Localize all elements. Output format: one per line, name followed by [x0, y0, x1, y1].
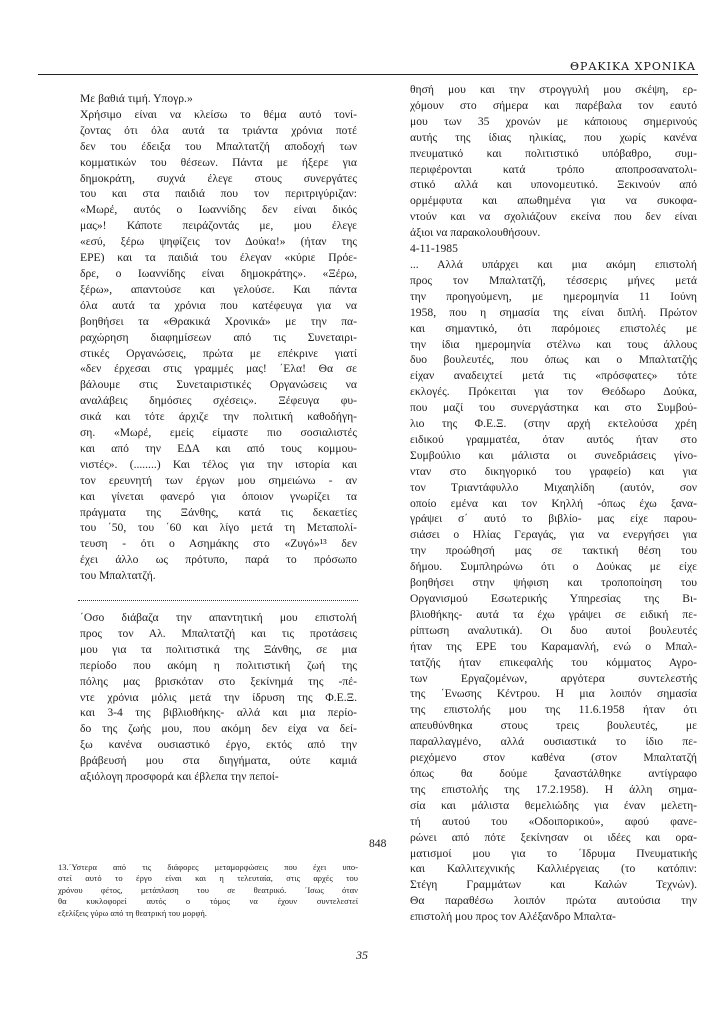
text-line: και γίνεται φανερό για όποιον γνωρίζει τα	[80, 489, 357, 503]
footnote	[58, 862, 358, 919]
text-line: άξιοι να παρακολουθήσουν.	[410, 226, 541, 240]
text-line: δο της ζωής μου, που ακόμη δεν είχα να δεί-	[80, 722, 357, 736]
text-line: μου των 35 χρονών με κάποιους σημερινούς	[410, 114, 697, 128]
text-line: μας»! Κάποτε πειράζοντάς με, μου έλεγε	[80, 219, 357, 233]
text-line: ντούν και να σχολιάζουν εκείνα που δεν είναι	[410, 210, 697, 224]
text-line: πράγματα της Ξάνθης, κατά τις δεκαετίες	[80, 505, 357, 519]
text-line: την προώθησή μας σε τακτική θέση του	[410, 544, 697, 558]
text-line: 1958, που η σημασία της είναι διπλή. Πρώτον	[410, 305, 697, 319]
text-line: βοηθήσει τα «Θρακικά Χρονικά» με την πα-	[80, 314, 357, 328]
text-line: του ΄50, του ΄60 και λίγο μετά τη Μεταπολί-	[80, 521, 357, 535]
text-line: προς τον Μπαλτατζή, τέσσερις μήνες μετά	[410, 273, 697, 287]
text-line: ση. «Μωρέ, εμείς είμαστε πιο σοσιαλιστές	[80, 426, 357, 440]
text-line: και 3-4 της βιβλιοθήκης- αλλά και μια περίο-	[80, 706, 357, 720]
text-line: δήμου. Συμπληρώνω ότι ο Δούκας με είχε	[410, 560, 697, 574]
text-line: ρώνει από πότε ξεκίνησαν οι ιδέες και ορα-	[410, 830, 697, 844]
left-column-text-continued	[80, 610, 357, 785]
text-line: ήταν της ΕΡΕ του Καραμανλή, ενώ ο Μπαλ-	[410, 639, 697, 653]
text-line: είχαν αναδειχτεί μετά τις «πρόσφατες» τότε	[410, 369, 697, 383]
text-line: σικά και τότε άρχιζε την πολιτική καθοδήγη-	[80, 410, 357, 424]
text-line: ΕΡΕ) και τα παιδιά του έλεγαν «κύριε Πρόε-	[80, 251, 357, 265]
text-line: σιάσει ο Ηλίας Γεραγάς, για να ενεργήσει για	[410, 528, 697, 542]
text-line: 13.΄Υστερα από τις διάφορες μεταμορφώσεις που έχει υπο-	[58, 862, 358, 872]
text-line: αυτής της ίδιας ηλικίας, που χωρίς κανένα	[410, 130, 697, 144]
text-line: παραλλαγμένο, αλλά ουσιαστικά το ίδιο πε-	[410, 735, 697, 749]
text-line: ζοντας ότι όλα αυτά τα τριάντα χρόνια ποτέ	[80, 123, 357, 137]
text-line: έχει άλλο ως πρότυπο, παρά το πρόσωπο	[80, 553, 357, 567]
text-line: που μαζί του συνεργάστηκα και στο Συμβού-	[410, 401, 697, 415]
text-line: χόμουν στο σήμερα και παρέβαλα τον εαυτό	[410, 98, 697, 112]
text-line: περίοδο που ακόμη η πολιτιστική ζωή της	[80, 658, 357, 672]
text-line: νταν στο δικηγορικό του γραφείο) και για	[410, 464, 697, 478]
section-separator-dots	[78, 600, 358, 601]
text-line: ξέρω», απαντούσε και γελούσε. Και πάντα	[80, 282, 357, 296]
text-line: ... Αλλά υπάρχει και μια ακόμη επιστολή	[410, 257, 697, 271]
text-line: ξω κανένα ουσιαστικό έργο, εκτός από την	[80, 738, 357, 752]
text-line: μου για τα πολιτιστικά της Ξάνθης, σε μια	[80, 642, 357, 656]
text-line: βλιοθήκης- αυτά τα έχω γράψει σε ειδική πε-	[410, 607, 697, 621]
text-line: εξελίξεις γύρω από τη θεατρική του μορφή.	[58, 907, 207, 918]
text-line: και σημαντικό, ότι παρόμοιες επιστολές με	[410, 321, 697, 335]
text-line: και Καλλιτεχνικής Καλλιέργειας (το κατόπιν:	[410, 862, 697, 876]
text-line: δυο βουλευτές, που όπως και ο Μπαλτατζής	[410, 353, 697, 367]
text-line: τή αυτού του «Οδοιπορικού», αφού φανε-	[410, 814, 697, 828]
right-column-text	[410, 82, 697, 925]
text-line: Θα παραθέσω λοιπόν πρώτα αυτούσια την	[410, 894, 697, 908]
text-line: του Μπαλτατζή.	[80, 569, 156, 583]
text-line: όπως θα δούμε ξαναστάλθηκε αντίγραφο	[410, 766, 697, 780]
text-line: της επιστολής μου της 11.6.1958 ήταν ότι	[410, 703, 697, 717]
text-line: και από την ΕΔΑ και από τους κομμου-	[80, 441, 357, 455]
text-line: ραχώρηση διαφημίσεων από τις Συνεταιρι-	[80, 330, 357, 344]
text-line: Οργανισμού Εσωτερικής Υπηρεσίας της Βι-	[410, 592, 697, 605]
text-line: ντε χρόνια μόλις μετά την ίδρυση της Φ.Ε.Ξ.	[80, 690, 357, 704]
text-line: της ΄Ενωσης Κέντρου. Η μια λοιπόν σημασία	[410, 687, 697, 701]
left-column-text	[80, 91, 357, 584]
text-line: τευση - ότι ο Ασημάκης στο «Ζυγό»¹³ δεν	[80, 537, 357, 551]
page-number: 35	[356, 948, 368, 962]
text-line: θησή μου και την στρογγυλή μου σκέψη, ερ-	[410, 83, 697, 96]
text-line: ρίπτωση αναλυτικά). Οι δυο αυτοί βουλευτές	[410, 623, 697, 637]
text-line: πόλης μας βρισκόταν στο ξεκίνημά της -πέ-	[80, 674, 357, 688]
text-line: τον Τριαντάφυλλο Μιχαηλίδη (αυτόν, σον	[410, 480, 697, 494]
text-line: ματισμοί μου για το ΄Ιδρυμα Πνευματικής	[410, 846, 697, 860]
text-line: αναλάβεις δημόσιες σχέσεις». Ξέφευγα φυ-	[80, 394, 357, 408]
text-line: ορμέμφυτα και απωθημένα για να συκοφα-	[410, 194, 697, 208]
margin-line-number: 848	[369, 837, 387, 850]
text-line: Συμβούλιο και μάλιστα οι συνεδριάσεις γίνο-	[410, 448, 697, 462]
text-line: περιφέρονται κατά τρόπο αποπροσανατολι-	[410, 162, 697, 176]
text-line: βάλουμε στις Συνεταιριστικές Οργανώσεις να	[80, 378, 357, 392]
text-line: ριεχόμενο στον καθένα (στον Μπαλτατζή	[410, 751, 697, 765]
text-line: της επιστολής της 17.2.1958). Η άλλη σημα-	[410, 782, 697, 796]
text-line: Στέγη Γραμμάτων και Καλών Τεχνών).	[410, 878, 697, 892]
text-line: «εσύ, ξέρω ψηφίζεις τον Δούκα!» (ήταν της	[80, 235, 357, 249]
text-line: σία και μάλιστα θεμελιώδης για έναν μελετη-	[410, 798, 697, 812]
text-line: χρόνου φέτος, μετάπλαση του σε θεατρικό. ΄Ισως όταν	[58, 884, 358, 895]
text-line: όλα αυτά τα χρόνια που κατέφευγα για να	[80, 298, 357, 312]
text-line: ειδικού γραμματέα, όταν αυτός ήταν στο	[410, 432, 697, 446]
text-line: «δεν έρχεσαι στις γραμμές μας! ΄Ελα! Θα σε	[80, 362, 357, 376]
text-line: στεί αυτό το έργο είναι και η τελευταία, στις αρχές του	[58, 873, 358, 884]
text-line: εκλογές. Πρόκειται για τον Θεόδωρο Δούκα,	[410, 385, 697, 399]
text-line: πνευματικό και πολιτιστικό υπόβαθρο, συμ-	[410, 146, 697, 160]
text-line: την ίδια ημερομηνία στέλνω και τους άλλους	[410, 337, 697, 351]
text-line: «Μωρέ, αυτός ο Ιωαννίδης δεν είναι δικός	[80, 203, 357, 217]
text-line: νιστές». (........) Και τέλος για την ιστορία και	[80, 457, 357, 471]
text-line: τον ερευνητή των έργων μου σημειώνω - αν	[80, 473, 357, 487]
text-line: δεν του έδειξα του Μπαλτατζή αποδοχή των	[80, 139, 357, 153]
header-rule	[38, 74, 698, 75]
text-line: 4-11-1985	[410, 242, 458, 256]
text-line: κομματικών του θέσεων. Πάντα με ήξερε για	[80, 155, 357, 169]
text-line: στικές Οργανώσεις, πρώτα με επέκρινε γιατί	[80, 346, 357, 360]
text-line: θα κυκλοφορεί αυτός ο τόμος να έχουν συντελεστεί	[58, 896, 358, 907]
text-line: προς τον Αλ. Μπαλτατζή και τις προτάσεις	[80, 626, 357, 640]
text-line: οποίο εμένα και τον Κηλλή -όπως έχω ξανα-	[410, 496, 697, 510]
text-line: στικό αλλά και υπονομευτικό. Ξεκινούν από	[410, 178, 697, 192]
running-header: ΘΡΑΚΙΚΑ ΧΡΟΝΙΚΑ	[570, 60, 696, 73]
text-line: Με βαθιά τιμή. Υπογρ.»	[80, 92, 193, 105]
text-line: τατζής ήταν επικεφαλής του κόμματος Αγρο-	[410, 655, 697, 669]
text-line: ΄Οσο διάβαζα την απαντητική μου επιστολή	[80, 611, 357, 624]
text-line: δημοκράτη, συχνά έλεγε στους συνεργάτες	[80, 171, 357, 185]
text-line: του και στα παιδιά που τον περιτριγύριζαν:	[80, 187, 357, 201]
text-line: Χρήσιμο είναι να κλείσω το θέμα αυτό τονί-	[80, 107, 357, 121]
text-line: βοηθήσει στην ψήφιση και τροποποίηση του	[410, 576, 697, 590]
text-line: δρε, ο Ιωαννίδης είναι δημοκράτης». «Ξέρω,	[80, 266, 357, 280]
text-line: βράβευσή μου στα διηγήματα, ούτε καμιά	[80, 754, 357, 768]
text-line: την προηγούμενη, με ημερομηνία 11 Ιούνη	[410, 289, 697, 303]
text-line: λιο της Φ.Ε.Ξ. (στην αρχή εκτελούσα χρέη	[410, 417, 697, 431]
text-line: απευθύνθηκα στους τρεις βουλευτές, με	[410, 719, 697, 733]
text-line: των Εργαζομένων, αργότερα συντελεστής	[410, 671, 697, 685]
text-line: αξιόλογη προσφορά και έβλεπα την πεποί-	[80, 770, 279, 784]
text-line: επιστολή μου προς τον Αλέξανδρο Μπαλτα-	[410, 910, 616, 924]
text-line: γράψει σ΄ αυτό το βιβλίο- μας είχε παρου-	[410, 512, 697, 526]
